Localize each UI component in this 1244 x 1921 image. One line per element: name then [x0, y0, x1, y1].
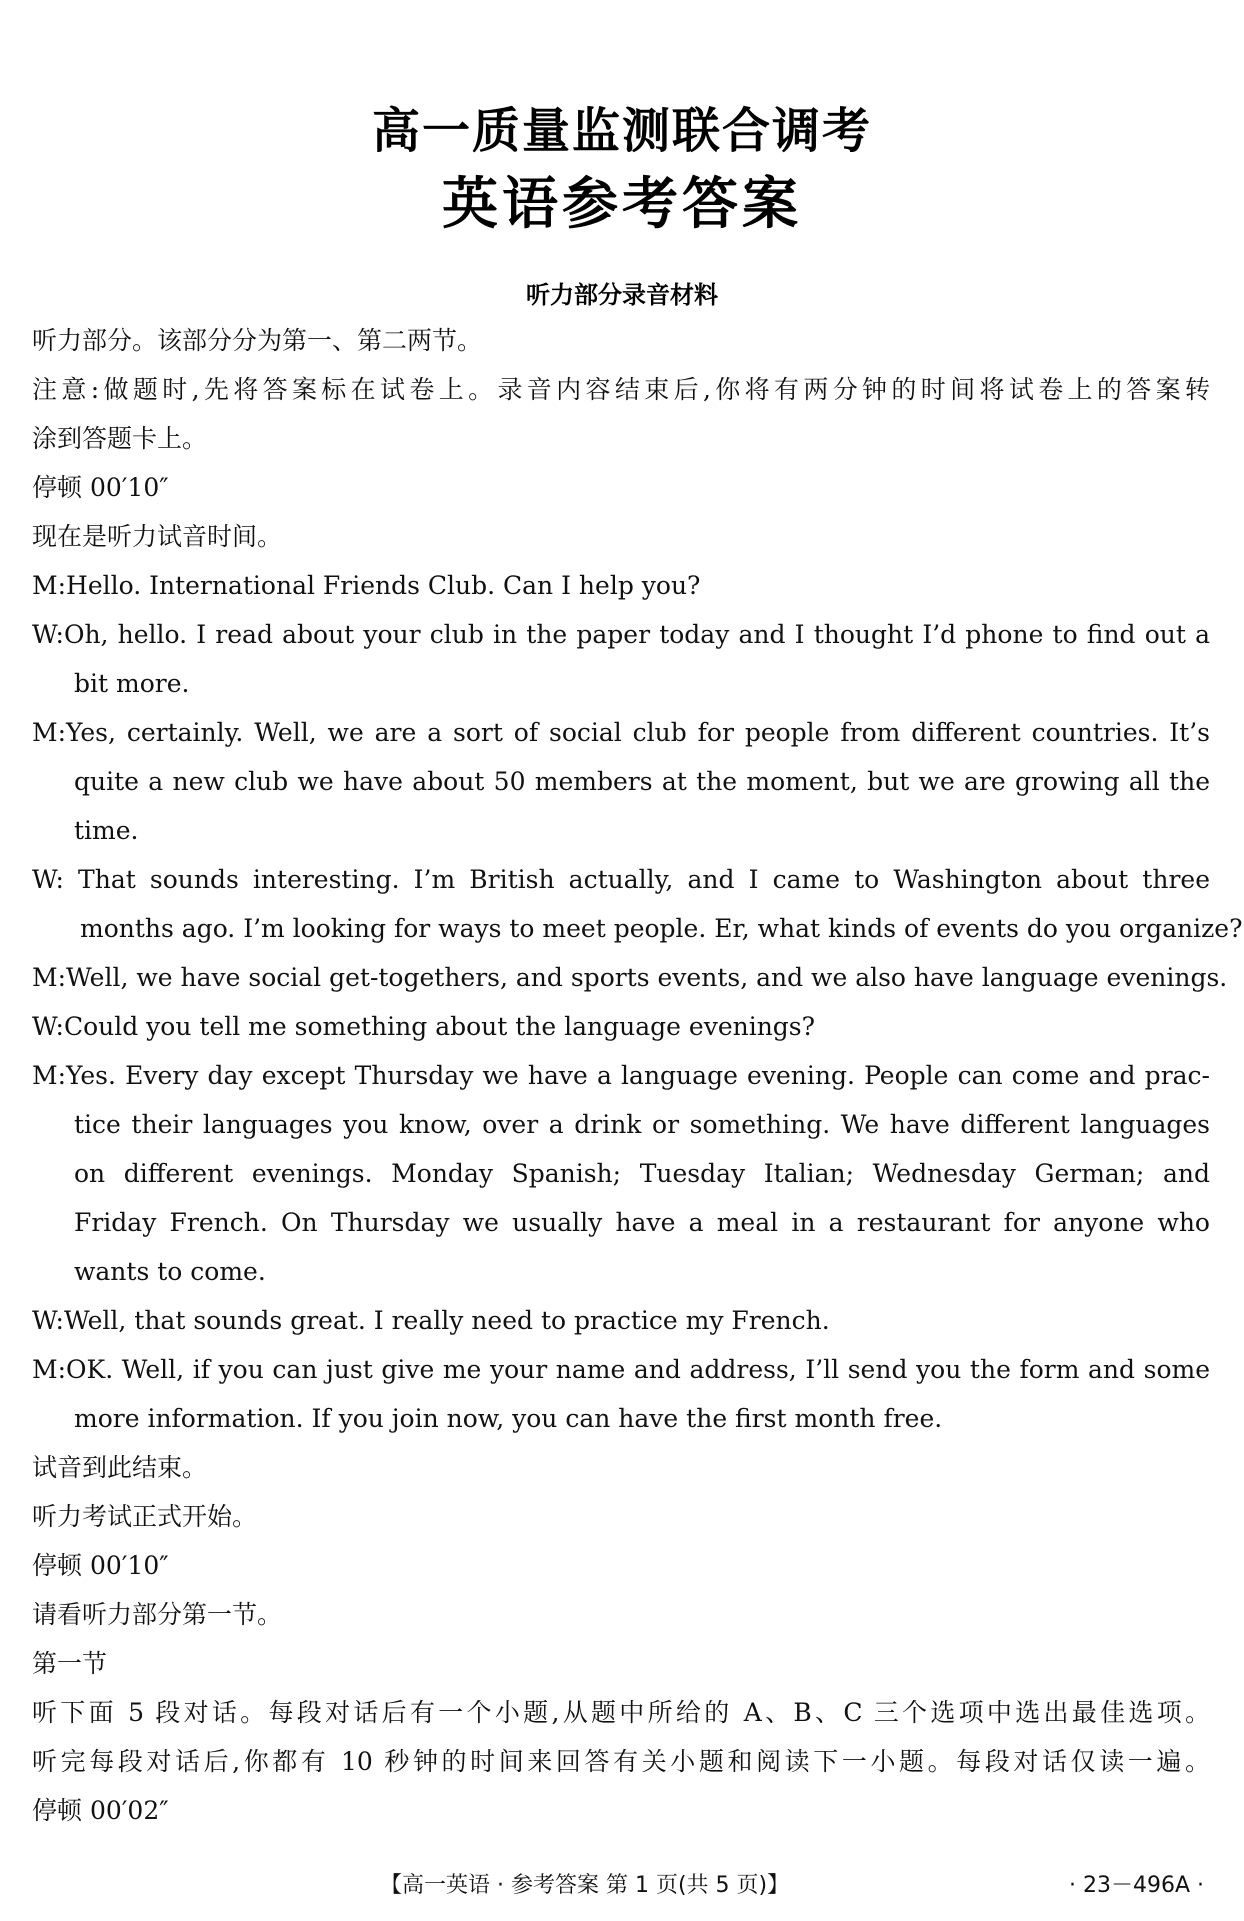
dialogue-line: on different evenings. Monday Spanish; Tuesday Italian; Wednesday German; and	[74, 1159, 1210, 1188]
dialogue-line: M:Yes. Every day except Thursday we have a language evening. People can come and prac-	[32, 1061, 1210, 1090]
paragraph-line: 涂到答题卡上。	[32, 424, 208, 453]
paragraph-line: 听力部分。该部分分为第一、第二两节。	[32, 326, 483, 355]
dialogue-line: Friday French. On Thursday we usually have a meal in a restaurant for anyone who	[74, 1208, 1210, 1237]
dialogue-line: M:OK. Well, if you can just give me your name and address, I’ll send you the form and some	[32, 1355, 1210, 1384]
footer-code: · 23－496A ·	[1068, 1873, 1204, 1898]
dialogue-line: tice their languages you know, over a drink or something. We have different languages	[74, 1110, 1210, 1139]
paragraph-line: 注意:做题时,先将答案标在试卷上。录音内容结束后,你将有两分钟的时间将试卷上的答案转	[32, 375, 1210, 404]
paragraph-line: 听下面 5 段对话。每段对话后有一个小题,从题中所给的 A、B、C 三个选项中选出最佳选项。	[32, 1698, 1210, 1727]
pause-marker: 停顿 00′02″	[32, 1796, 169, 1825]
dialogue-line: W:Could you tell me something about the language evenings?	[32, 1012, 816, 1041]
dialogue-line: W: That sounds interesting. I’m British actually, and I came to Washington about three	[32, 865, 1210, 894]
dialogue-line: months ago. I’m looking for ways to meet people. Er, what kinds of events do you organize?	[80, 914, 1243, 943]
dialogue-line: M:Hello. International Friends Club. Can I help you?	[32, 571, 701, 600]
section-heading: 听力部分录音材料	[526, 281, 718, 309]
paragraph-line: 请看听力部分第一节。	[32, 1600, 283, 1629]
transcript-body	[32, 316, 1243, 1835]
dialogue-line: bit more.	[74, 669, 190, 698]
pause-marker: 停顿 00′10″	[32, 1551, 169, 1580]
document-subtitle: 英语参考答案	[442, 171, 802, 237]
dialogue-line: quite a new club we have about 50 members at the moment, but we are growing all the	[74, 767, 1210, 796]
footer-page-info: 【高一英语 · 参考答案 第 1 页(共 5 页)】	[380, 1873, 790, 1898]
dialogue-line: M:Yes, certainly. Well, we are a sort of social club for people from different countries. It’s	[32, 718, 1210, 747]
dialogue-line: W:Well, that sounds great. I really need to practice my French.	[32, 1306, 830, 1335]
dialogue-line: time.	[74, 816, 139, 845]
section-label: 第一节	[32, 1649, 108, 1678]
dialogue-line: W:Oh, hello. I read about your club in the paper today and I thought I’d phone to find out a	[32, 620, 1210, 649]
dialogue-line: more information. If you join now, you can have the first month free.	[74, 1404, 943, 1433]
pause-marker: 停顿 00′10″	[32, 473, 169, 502]
paragraph-line: 现在是听力试音时间。	[32, 522, 283, 551]
dialogue-line: wants to come.	[74, 1257, 266, 1286]
paragraph-line: 听力考试正式开始。	[32, 1502, 258, 1531]
dialogue-line: M:Well, we have social get-togethers, and sports events, and we also have language evenings.	[32, 963, 1228, 992]
document-title: 高一质量监测联合调考	[371, 103, 872, 159]
paragraph-line: 试音到此结束。	[32, 1453, 208, 1482]
paragraph-line: 听完每段对话后,你都有 10 秒钟的时间来回答有关小题和阅读下一小题。每段对话仅读一遍。	[32, 1747, 1210, 1776]
